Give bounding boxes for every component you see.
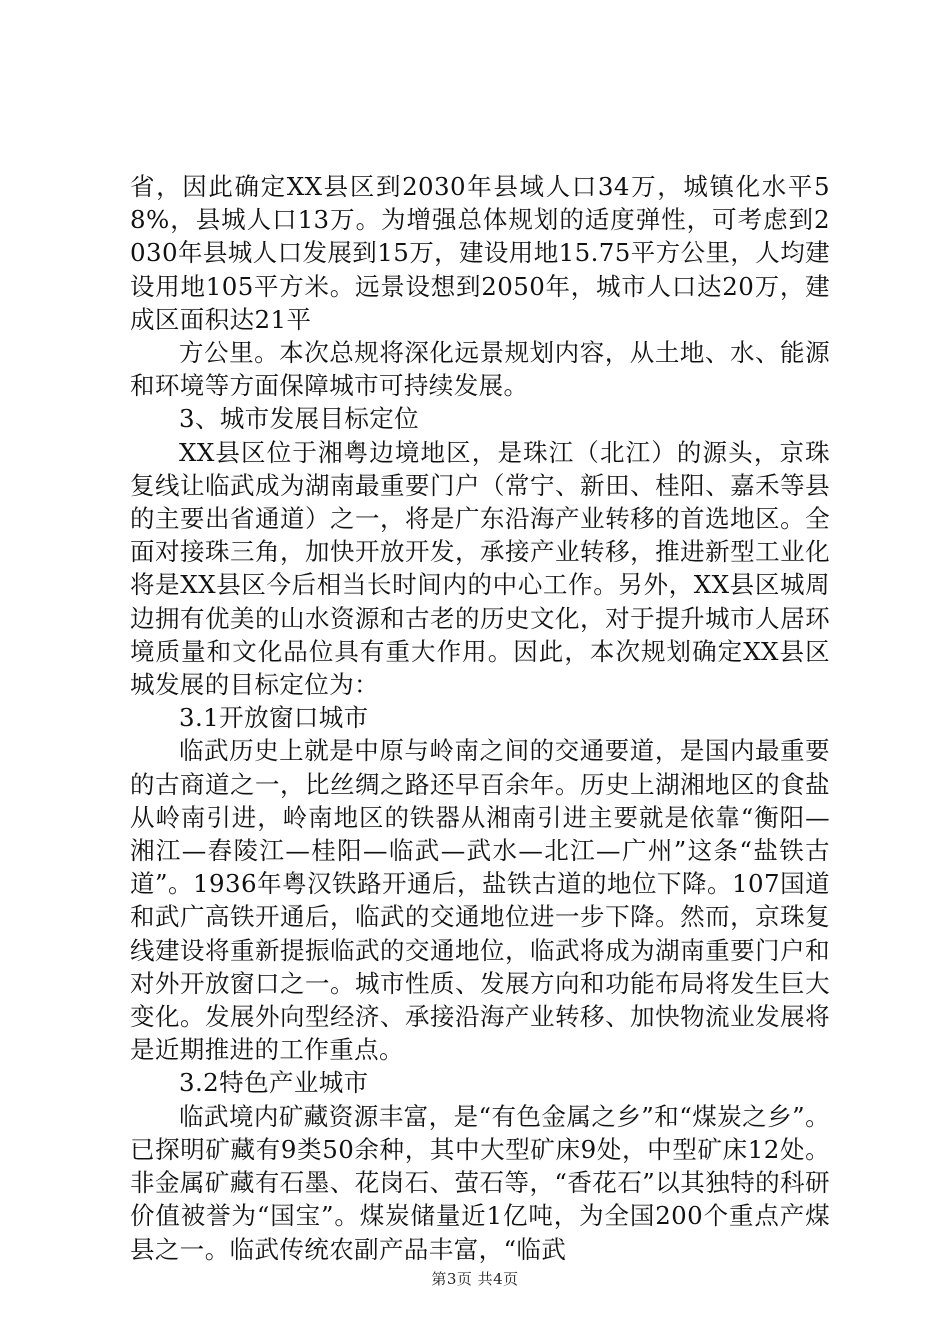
- subsection-heading-open-window-city: 3.1开放窗口城市: [179, 703, 369, 733]
- document-body: [130, 170, 830, 1266]
- paragraph-trade-route-history: 临武历史上就是中原与岭南之间的交通要道，是国内最重要的古商道之一，比丝绸之路还早百余年。历史上湖湘地区的食盐从岭南引进，岭南地区的铁器从湘南引进主要就是依靠“衡阳—湘江—舂陵江—桂阳—临武—武水—北江—广州”这条“盐铁古道”。1936年粤汉铁路开通后，盐铁古道的地位下降。107国道和武广高铁开通后，临武的交通地位进一步下降。然而，京珠复线建设将重新提振临武的交通地位，临武将成为湖南重要门户和对外开放窗口之一。城市性质、发展方向和功能布局将发生巨大变化。发展外向型经济、承接沿海产业转移、加快物流业发展将是近期推进的工作重点。: [130, 736, 830, 1065]
- subsection-heading-industry-city: 3.2特色产业城市: [179, 1068, 369, 1098]
- paragraph-sustainable-development: 方公里。本次总规将深化远景规划内容，从土地、水、能源和环境等方面保障城市可持续发展。: [130, 338, 830, 401]
- section-heading-development-goals: 3、城市发展目标定位: [179, 404, 420, 434]
- page-number-footer: 第3页 共4页: [431, 1270, 519, 1288]
- paragraph-population-forecast: 省，因此确定XX县区到2030年县域人口34万，城镇化水平58%，县城人口13万。为增强总体规划的适度弹性，可考虑到2030年县城人口发展到15万，建设用地15.75平方公里，人均建设用地105平方米。远景设想到2050年，城市人口达20万，建成区面积达21平: [130, 172, 830, 334]
- paragraph-location-overview: XX县区位于湘粤边境地区，是珠江（北江）的源头，京珠复线让临武成为湖南最重要门户（常宁、新田、桂阳、嘉禾等县的主要出省通道）之一，将是广东沿海产业转移的首选地区。全面对接珠三角，加快开放开发，承接产业转移，推进新型工业化将是XX县区今后相当长时间内的中心工作。另外，XX县区城周边拥有优美的山水资源和古老的历史文化，对于提升城市人居环境质量和文化品位具有重大作用。因此，本次规划确定XX县区城发展的目标定位为：: [130, 437, 830, 700]
- paragraph-mineral-resources: 临武境内矿藏资源丰富，是“有色金属之乡”和“煤炭之乡”。已探明矿藏有9类50余种，其中大型矿床9处，中型矿床12处。非金属矿藏有石墨、花岗石、萤石等，“香花石”以其独特的科研价值被誉为“国宝”。煤炭储量近1亿吨，为全国200个重点产煤县之一。临武传统农副产品丰富，“临武: [130, 1101, 830, 1264]
